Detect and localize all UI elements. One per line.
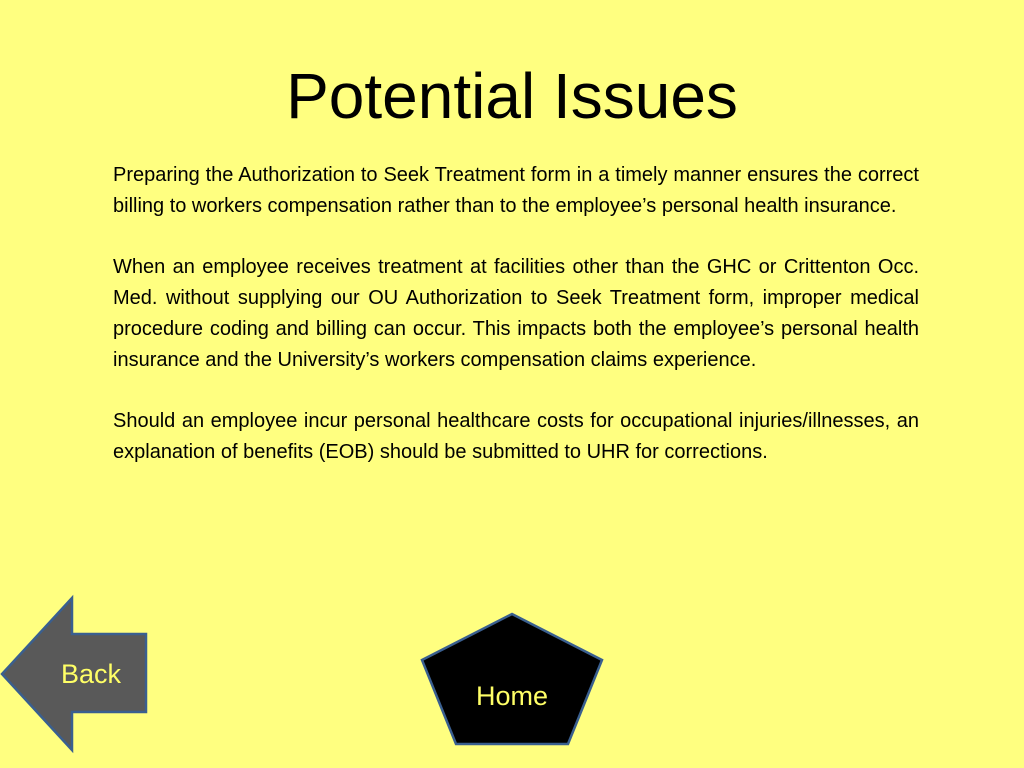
back-button[interactable] <box>0 596 148 752</box>
slide-body <box>113 160 919 498</box>
paragraph-eob-submission: Should an employee incur personal healthcare costs for occupational injuries/illnesses, an explanation of benefits (EOB) should be submitted to UHR for corrections. <box>113 410 919 463</box>
back-button-label: Back <box>60 659 122 689</box>
paragraph-improper-billing: When an employee receives treatment at facilities other than the GHC or Crittenton Occ. Med. without supplying our OU Authorization to Seek Treatment form, improper medical procedure coding and billing can occur. This impacts both the employee’s personal health insurance and the University’s workers compensation claims experience. <box>113 256 919 371</box>
slide-title: Potential Issues <box>286 60 738 132</box>
home-button[interactable] <box>420 612 604 746</box>
paragraph-authorization-timing: Preparing the Authorization to Seek Treatment form in a timely manner ensures the correct billing to workers compensation rather than to the employee’s personal health insurance. <box>113 164 919 217</box>
home-pentagon-icon <box>420 612 604 746</box>
home-button-label: Home <box>475 681 549 711</box>
